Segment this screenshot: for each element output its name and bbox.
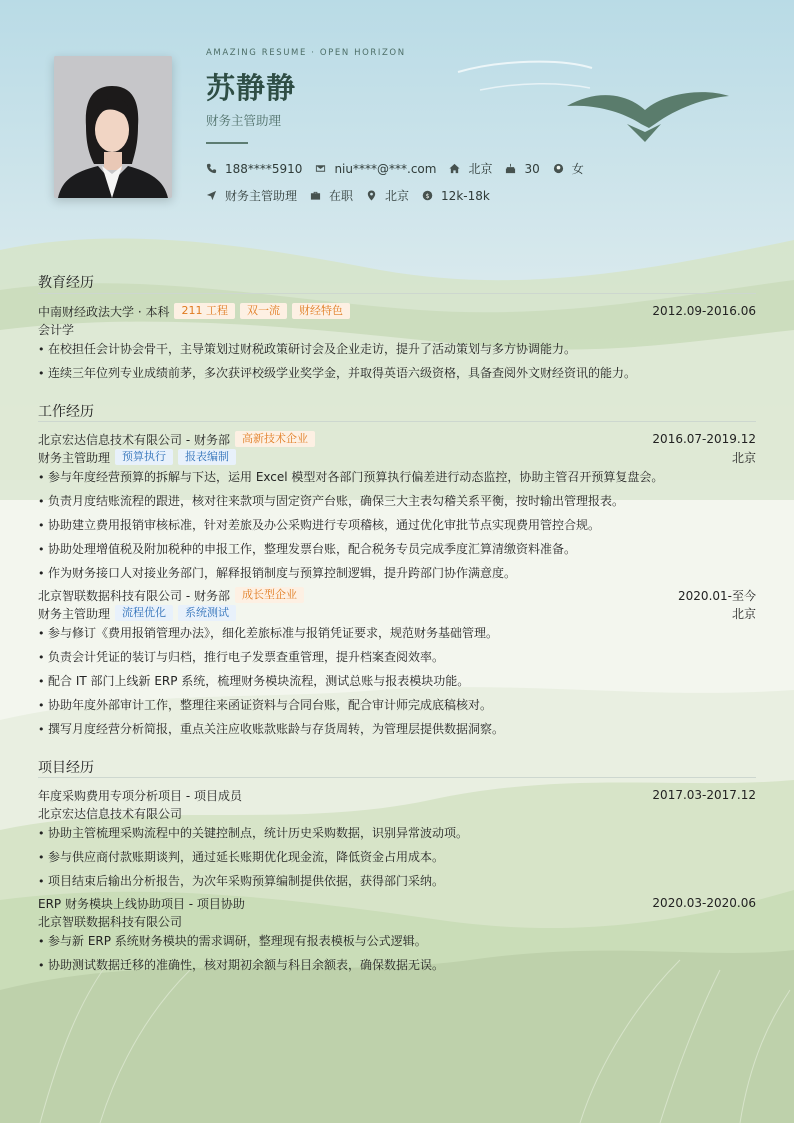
candidate-role: 财务主管助理	[206, 113, 282, 128]
phone-text: 188****5910	[225, 161, 303, 176]
job-date: 2020.01-至今	[678, 588, 756, 603]
list-item: • 协助主管梳理采购流程中的关键控制点，统计历史采购数据，识别异常波动项。	[38, 824, 758, 841]
job-subheader	[38, 448, 756, 466]
avatar	[54, 56, 172, 198]
cake-icon	[505, 163, 516, 174]
job-date: 2016.07-2019.12	[652, 432, 756, 446]
bird-icon	[565, 84, 731, 146]
education-date: 2012.09-2016.06	[652, 304, 756, 318]
target-role-text: 财务主管助理	[225, 189, 298, 203]
job-city: 北京	[731, 450, 756, 465]
list-item: • 连续三年位列专业成绩前茅，多次获评校级学业奖学金，并取得英语六级资格，具备查阅外文财经资讯的能力。	[38, 364, 758, 381]
intention-row	[206, 187, 503, 204]
list-item: • 协助测试数据迁移的准确性，核对期初余额与科目余额表，确保数据无误。	[38, 956, 758, 973]
section-title-projects: 项目经历	[38, 760, 94, 776]
project-name: ERP 财务模块上线协助项目 - 项目协助	[38, 896, 245, 911]
job-city: 北京	[731, 606, 756, 621]
location-text: 北京	[468, 162, 493, 176]
target-city-text: 北京	[385, 189, 410, 203]
section-title-work: 工作经历	[38, 404, 94, 420]
list-item: • 参与新 ERP 系统财务模块的需求调研，整理现有报表模板与公式逻辑。	[38, 932, 758, 949]
gender-text: 女	[571, 162, 584, 176]
money-icon	[422, 190, 433, 201]
accent-divider	[206, 142, 248, 144]
candidate-name: 苏静静	[206, 71, 297, 105]
list-item: • 参与年度经营预算的拆解与下达，运用 Excel 模型对各部门预算执行偏差进行动态监控，协助主管召开预算复盘会。	[38, 468, 758, 485]
job-position: 财务主管助理	[38, 450, 111, 465]
list-item: • 负责会计凭证的装订与归档，推行电子发票查重管理，提升档案查阅效率。	[38, 648, 758, 665]
project-date: 2017.03-2017.12	[652, 788, 756, 802]
job-header	[38, 430, 756, 448]
list-item: • 参与修订《费用报销管理办法》，细化差旅标准与报销凭证要求，规范财务基础管理。	[38, 624, 758, 641]
age-text: 30	[524, 161, 540, 176]
project-date: 2020.03-2020.06	[652, 896, 756, 910]
salary-text: 12k-18k	[441, 188, 490, 203]
list-item: • 在校担任会计协会骨干，主导策划过财税政策研讨会及企业走访，提升了活动策划与多方协调能力。	[38, 340, 758, 357]
list-item: • 配合 IT 部门上线新 ERP 系统，梳理财务模块流程，测试总账与报表模块功能。	[38, 672, 758, 689]
tagline: AMAZING RESUME · OPEN HORIZON	[206, 48, 406, 58]
major-text: 会计学	[38, 323, 75, 337]
briefcase-icon	[310, 190, 321, 201]
contact-row	[206, 160, 597, 177]
company-line: 北京智联数据科技有限公司 - 财务部	[38, 588, 230, 603]
list-item: • 负责月度结账流程的跟进，核对往来款项与固定资产台账，确保三大主表勾稽关系平衡，按时输出管理报表。	[38, 492, 758, 509]
gender-icon	[553, 163, 564, 174]
skill-tag: 报表编制	[178, 449, 236, 465]
send-icon	[206, 190, 217, 201]
list-item: • 协助建立费用报销审核标准，针对差旅及办公采购进行专项稽核，通过优化审批节点实现费用管控合规。	[38, 516, 758, 533]
email-text: niu****@***.com	[334, 161, 437, 176]
education-header	[38, 302, 756, 320]
home-icon	[449, 163, 460, 174]
status-text: 在职	[329, 189, 354, 203]
list-item: • 协助处理增值税及附加税种的申报工作，整理发票台账，配合税务专员完成季度汇算清缴资料准备。	[38, 540, 758, 557]
section-divider	[38, 421, 756, 422]
school-tag: 双一流	[240, 303, 287, 319]
section-divider	[38, 293, 756, 294]
company-tag: 成长型企业	[235, 587, 304, 603]
section-divider	[38, 777, 756, 778]
job-position: 财务主管助理	[38, 606, 111, 621]
school-tag: 财经特色	[292, 303, 350, 319]
svg-text:$: $	[425, 191, 430, 200]
job-header	[38, 586, 756, 604]
list-item: • 撰写月度经营分析简报，重点关注应收账款账龄与存货周转，为管理层提供数据洞察。	[38, 720, 758, 737]
section-title-education: 教育经历	[38, 275, 94, 291]
skill-tag: 系统测试	[178, 605, 236, 621]
list-item: • 作为财务接口人对接业务部门，解释报销制度与预算控制逻辑，提升跨部门协作满意度。	[38, 564, 758, 581]
project-company: 北京宏达信息技术有限公司	[38, 807, 183, 821]
project-header	[38, 786, 756, 804]
list-item: • 项目结束后输出分析报告，为次年采购预算编制提供依据，获得部门采纳。	[38, 872, 758, 889]
list-item: • 参与供应商付款账期谈判，通过延长账期优化现金流，降低资金占用成本。	[38, 848, 758, 865]
school-line: 中南财经政法大学 · 本科	[38, 304, 170, 319]
project-name: 年度采购费用专项分析项目 - 项目成员	[38, 788, 242, 803]
pin-icon	[366, 190, 377, 201]
project-header	[38, 894, 756, 912]
list-item: • 协助年度外部审计工作，整理往来函证资料与合同台账，配合审计师完成底稿核对。	[38, 696, 758, 713]
school-tag: 211 工程	[174, 303, 235, 319]
company-tag: 高新技术企业	[235, 431, 315, 447]
project-company: 北京智联数据科技有限公司	[38, 915, 183, 929]
phone-icon	[206, 163, 217, 174]
mail-icon	[315, 163, 326, 174]
skill-tag: 预算执行	[115, 449, 173, 465]
job-subheader	[38, 604, 756, 622]
company-line: 北京宏达信息技术有限公司 - 财务部	[38, 432, 230, 447]
skill-tag: 流程优化	[115, 605, 173, 621]
